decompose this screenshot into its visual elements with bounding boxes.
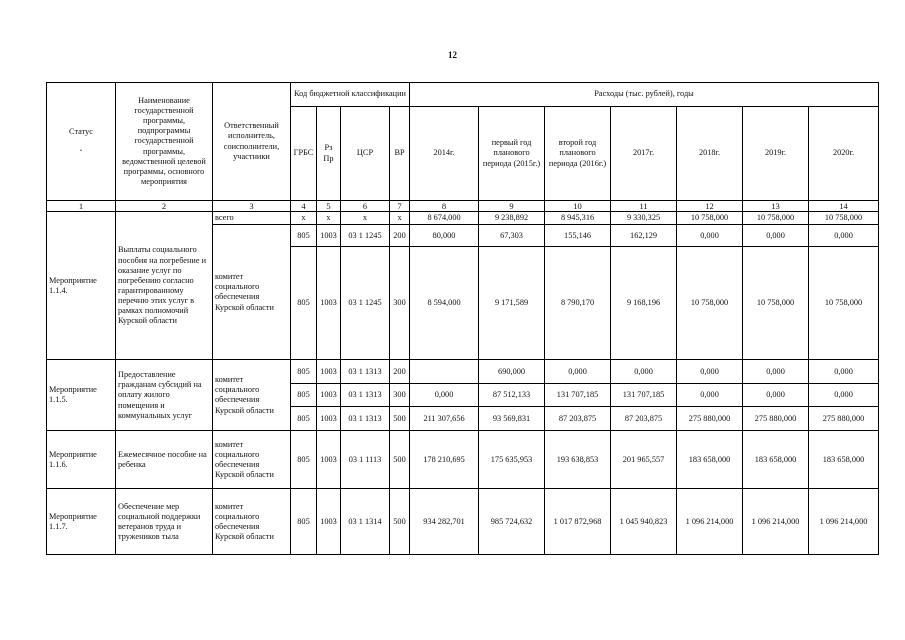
value-cell: 275 880,000: [809, 407, 879, 431]
value-cell: 0,000: [545, 360, 611, 384]
value-cell: 155,146: [545, 225, 611, 247]
value-cell: 934 282,701: [410, 489, 479, 555]
value-cell: 0,000: [809, 225, 879, 247]
status-header: Статус ·: [47, 83, 116, 201]
csr-cell: 03 1 1245: [341, 247, 390, 360]
column-number: 14: [809, 201, 879, 212]
page-number: 12: [448, 50, 457, 60]
executor-cell: комитет социального обеспечения Курской области: [213, 225, 291, 360]
grbs-cell: 805: [291, 247, 317, 360]
rzpr-cell: 1003: [317, 407, 341, 431]
budget-table: [46, 82, 879, 555]
column-number: 5: [317, 201, 341, 212]
value-cell: 8 945,316: [545, 212, 611, 225]
rzpr-header: Рз Пр: [317, 107, 341, 201]
vr-cell: 500: [390, 431, 410, 489]
value-cell: 985 724,632: [479, 489, 545, 555]
value-cell: 10 758,000: [677, 247, 743, 360]
value-cell: 8 594,000: [410, 247, 479, 360]
name-header: Наименование государственной программы, подпрограммы государственной программы, ведомственной целевой программы, основного мероприятия: [116, 83, 213, 201]
value-cell: 183 658,000: [677, 431, 743, 489]
executor-cell: комитет социального обеспечения Курской области: [213, 360, 291, 431]
status-cell: Мероприятие 1.1.6.: [47, 431, 116, 489]
value-cell: 80,000: [410, 225, 479, 247]
value-cell: 8 790,170: [545, 247, 611, 360]
column-number: 6: [341, 201, 390, 212]
year-header: 2018г.: [677, 107, 743, 201]
value-cell: 10 758,000: [743, 212, 809, 225]
column-number: 1: [47, 201, 116, 212]
csr-cell: 03 1 1313: [341, 360, 390, 384]
column-number: 3: [213, 201, 291, 212]
value-cell: 10 758,000: [809, 247, 879, 360]
value-cell: 1 045 940,823: [611, 489, 677, 555]
value-cell: 0,000: [611, 360, 677, 384]
executor-cell: комитет социального обеспечения Курской области: [213, 431, 291, 489]
measure-name: Обеспечение мер социальной поддержки ветеранов труда и тружеников тыла: [116, 489, 213, 555]
grbs-cell: 805: [291, 489, 317, 555]
vr-header: ВР: [390, 107, 410, 201]
year-header: 2014г.: [410, 107, 479, 201]
csr-cell: 03 1 1314: [341, 489, 390, 555]
value-cell: 1 096 214,000: [677, 489, 743, 555]
rzpr-cell: 1003: [317, 489, 341, 555]
value-cell: 0,000: [677, 384, 743, 407]
vr-cell: 200: [390, 360, 410, 384]
rzpr-cell: 1003: [317, 384, 341, 407]
value-cell: 0,000: [677, 360, 743, 384]
vr-cell: 300: [390, 247, 410, 360]
value-cell: 93 569,831: [479, 407, 545, 431]
csr-cell: 03 1 1113: [341, 431, 390, 489]
value-cell: 87 203,875: [545, 407, 611, 431]
budget-code-header: Код бюджетной классификации: [291, 83, 410, 107]
column-number: 12: [677, 201, 743, 212]
measure-name: Выплаты социального пособия на погребение и оказание услуг по погребению согласно гарантированному перечню этих услуг в рамках полномочий Курской области: [116, 212, 213, 360]
executor-cell: комитет социального обеспечения Курской области: [213, 489, 291, 555]
value-cell: 10 758,000: [809, 212, 879, 225]
csr-cell: 03 1 1245: [341, 225, 390, 247]
vr-cell: 500: [390, 489, 410, 555]
grbs-header: ГРБС: [291, 107, 317, 201]
column-number: 8: [410, 201, 479, 212]
rzpr-cell: 1003: [317, 360, 341, 384]
year-header: 2020г.: [809, 107, 879, 201]
rzpr-cell: 1003: [317, 431, 341, 489]
status-cell: Мероприятие 1.1.4.: [47, 212, 116, 360]
value-cell: 0,000: [743, 384, 809, 407]
value-cell: 131 707,185: [611, 384, 677, 407]
value-cell: 175 635,953: [479, 431, 545, 489]
value-cell: 162,129: [611, 225, 677, 247]
rzpr-cell: 1003: [317, 225, 341, 247]
column-number: 4: [291, 201, 317, 212]
value-cell: 183 658,000: [809, 431, 879, 489]
value-cell: 131 707,185: [545, 384, 611, 407]
year-header: 2017г.: [611, 107, 677, 201]
column-number: 7: [390, 201, 410, 212]
csr-cell: 03 1 1313: [341, 407, 390, 431]
value-cell: 690,000: [479, 360, 545, 384]
vr-cell: 300: [390, 384, 410, 407]
value-cell: 87 512,133: [479, 384, 545, 407]
value-cell: 0,000: [410, 384, 479, 407]
value-cell: 0,000: [743, 225, 809, 247]
column-number: 9: [479, 201, 545, 212]
year-header: первый год планового периода (2015г.): [479, 107, 545, 201]
grbs-cell: 805: [291, 407, 317, 431]
year-header: второй год планового периода (2016г.): [545, 107, 611, 201]
csr-cell: x: [341, 212, 390, 225]
value-cell: 183 658,000: [743, 431, 809, 489]
value-cell: 1 096 214,000: [809, 489, 879, 555]
value-cell: 0,000: [743, 360, 809, 384]
measure-name: Предоставление гражданам субсидий на оплату жилого помещения и коммунальных услуг: [116, 360, 213, 431]
grbs-cell: 805: [291, 360, 317, 384]
value-cell: 178 210,695: [410, 431, 479, 489]
value-cell: 87 203,875: [611, 407, 677, 431]
grbs-cell: 805: [291, 384, 317, 407]
executor-header: Ответственный исполнитель, соисполнители, участники: [213, 83, 291, 201]
measure-name: Ежемесячное пособие на ребенка: [116, 431, 213, 489]
grbs-cell: 805: [291, 431, 317, 489]
rzpr-cell: x: [317, 212, 341, 225]
value-cell: 0,000: [809, 384, 879, 407]
csr-header: ЦСР: [341, 107, 390, 201]
grbs-cell: x: [291, 212, 317, 225]
vr-cell: x: [390, 212, 410, 225]
rzpr-cell: 1003: [317, 247, 341, 360]
value-cell: 201 965,557: [611, 431, 677, 489]
value-cell: 9 168,196: [611, 247, 677, 360]
year-header: 2019г.: [743, 107, 809, 201]
grbs-cell: 805: [291, 225, 317, 247]
value-cell: 8 674,000: [410, 212, 479, 225]
value-cell: [410, 360, 479, 384]
csr-cell: 03 1 1313: [341, 384, 390, 407]
value-cell: 10 758,000: [743, 247, 809, 360]
vr-cell: 200: [390, 225, 410, 247]
executor-cell: всего: [213, 212, 291, 225]
value-cell: 275 880,000: [677, 407, 743, 431]
value-cell: 193 638,853: [545, 431, 611, 489]
status-cell: Мероприятие 1.1.5.: [47, 360, 116, 431]
expenses-header: Расходы (тыс. рублей), годы: [410, 83, 879, 107]
value-cell: 67,303: [479, 225, 545, 247]
value-cell: 9 171,589: [479, 247, 545, 360]
column-number: 10: [545, 201, 611, 212]
vr-cell: 500: [390, 407, 410, 431]
column-number: 2: [116, 201, 213, 212]
value-cell: 1 017 872,968: [545, 489, 611, 555]
column-number: 11: [611, 201, 677, 212]
value-cell: 0,000: [809, 360, 879, 384]
column-number: 13: [743, 201, 809, 212]
value-cell: 9 330,325: [611, 212, 677, 225]
value-cell: 9 238,892: [479, 212, 545, 225]
value-cell: 10 758,000: [677, 212, 743, 225]
value-cell: 0,000: [677, 225, 743, 247]
status-cell: Мероприятие 1.1.7.: [47, 489, 116, 555]
value-cell: 1 096 214,000: [743, 489, 809, 555]
value-cell: 275 880,000: [743, 407, 809, 431]
value-cell: 211 307,656: [410, 407, 479, 431]
